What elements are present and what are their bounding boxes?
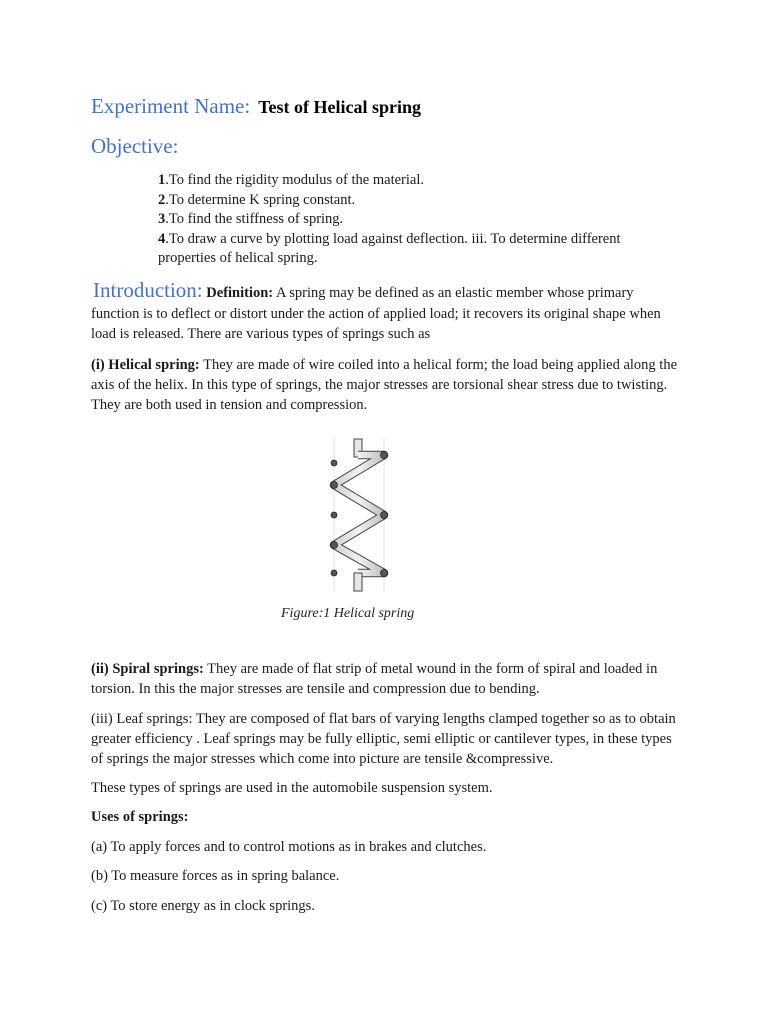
uses-heading: Uses of springs: <box>91 809 189 825</box>
spiral-spring-text: They are made of flat strip of metal wound in the form of spiral and loaded in torsion. In this the major stresses are tensile and compression due to bending. <box>91 661 658 697</box>
objective-number: 1 <box>158 172 166 188</box>
objective-heading: Objective: <box>91 134 179 158</box>
use-item-b: (b) To measure forces as in spring balance. <box>91 868 340 884</box>
objective-list <box>158 171 658 269</box>
objective-item <box>158 191 658 211</box>
introduction-paragraph <box>91 280 681 345</box>
helical-spring-paragraph <box>91 355 681 415</box>
objective-text: .To find the stiffness of spring. <box>165 211 344 227</box>
helical-spring-text: They are made of wire coiled into a helical form; the load being applied along the axis of the helix. In this type of springs, the major stresses are torsional shear stress due to twisting. They are both used in tension and compression. <box>91 357 678 413</box>
spiral-spring-label: (ii) Spiral springs: <box>91 661 204 677</box>
objective-number: 3 <box>158 211 166 227</box>
experiment-title: Test of Helical spring <box>258 97 422 117</box>
definition-text: A spring may be defined as an elastic member whose primary function is to deflect or distort under the action of applied load; it recovers its original shape when load is released. There are various types of springs such as <box>91 285 661 342</box>
experiment-label: Experiment Name: <box>91 94 251 118</box>
introduction-heading: Introduction: <box>93 278 203 302</box>
objective-item <box>158 171 658 191</box>
use-item-a: (a) To apply forces and to control motions as in brakes and clutches. <box>91 839 487 855</box>
helical-spring-label: (i) Helical spring: <box>91 357 200 373</box>
figure-caption: Figure:1 Helical spring <box>281 606 415 621</box>
definition-label: Definition: <box>206 285 274 301</box>
objective-item <box>158 230 658 269</box>
objective-text: .To determine K spring constant. <box>165 191 356 208</box>
objective-text: .To draw a curve by plotting load against deflection. iii. To determine different properties of helical spring. <box>158 230 621 266</box>
objective-number: 4 <box>158 230 166 247</box>
use-item-c: (c) To store energy as in clock springs. <box>91 898 315 914</box>
automobile-paragraph: These types of springs are used in the automobile suspension system. <box>91 780 493 796</box>
spiral-spring-paragraph <box>91 659 681 699</box>
helical-spring-figure <box>326 433 396 595</box>
leaf-spring-paragraph: (iii) Leaf springs: They are composed of flat bars of varying lengths clamped together so as to obtain greater efficiency . Leaf springs may be fully elliptic, semi elliptic or cantilever types, in these types of springs the major stresses which come into picture are tensile &compressive. <box>91 711 676 767</box>
objective-number: 2 <box>158 191 166 208</box>
objective-item <box>158 210 658 230</box>
objective-text: .To find the rigidity modulus of the material. <box>165 172 424 188</box>
experiment-heading <box>91 94 421 119</box>
